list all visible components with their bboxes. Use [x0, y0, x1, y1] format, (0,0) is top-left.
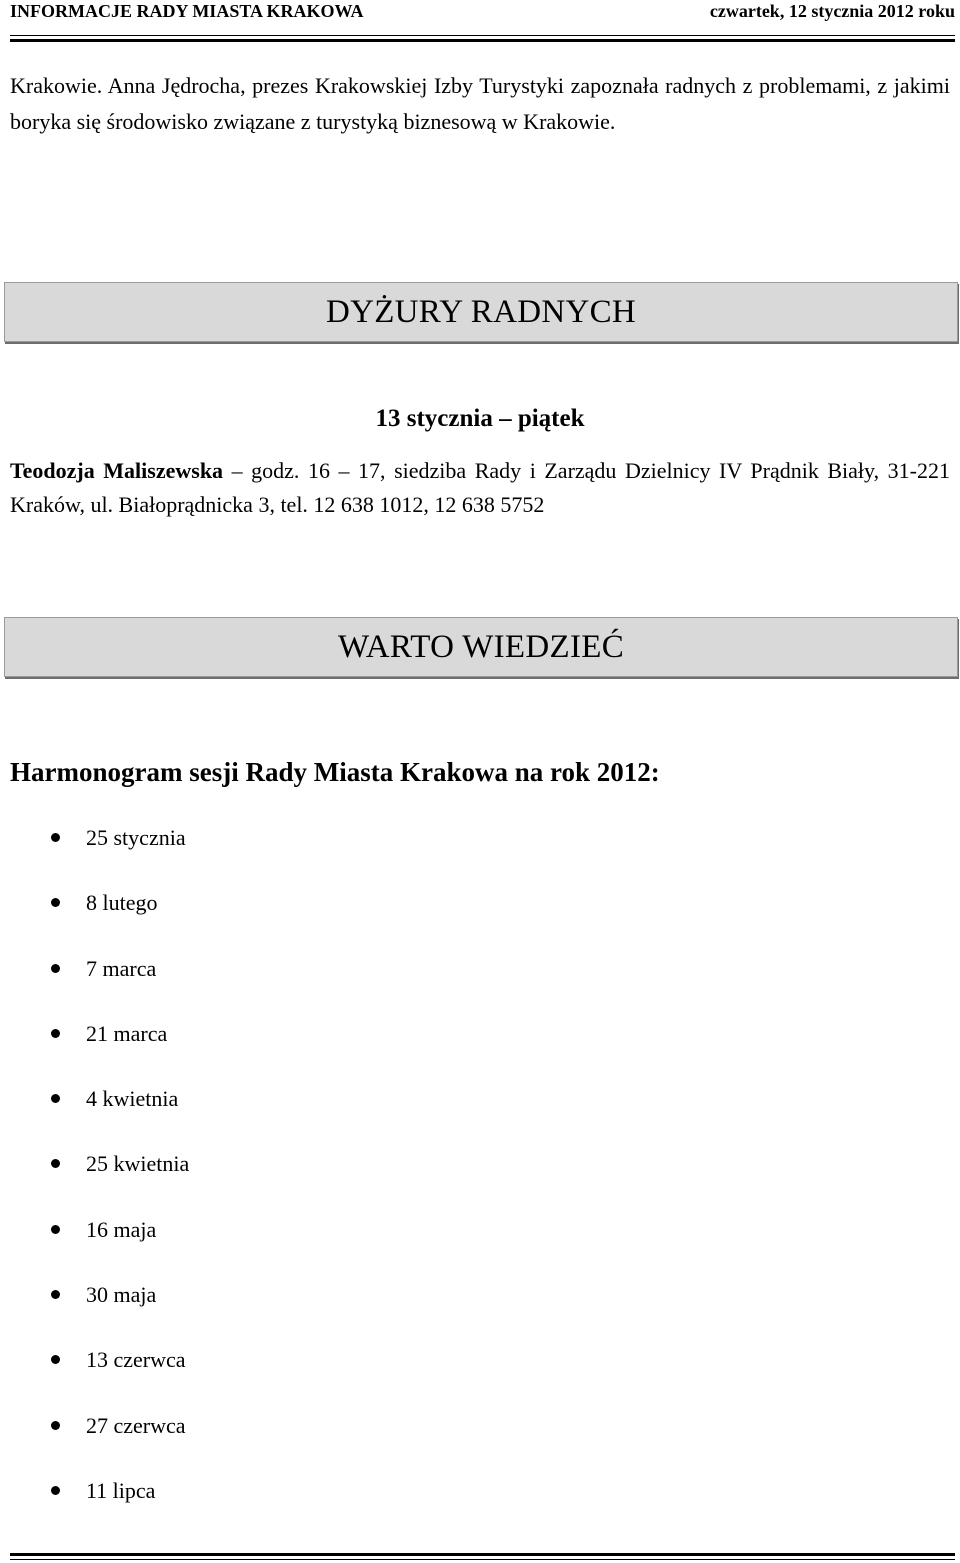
bullet-icon [51, 1355, 60, 1364]
bullet-icon [51, 898, 60, 907]
footer-divider [10, 1559, 955, 1560]
header-divider [10, 35, 955, 36]
bullet-icon [51, 1486, 60, 1495]
session-date: 8 lutego [86, 890, 158, 916]
list-item [0, 885, 600, 950]
bullet-icon [51, 964, 60, 973]
bullet-icon [51, 1290, 60, 1299]
intro-paragraph [10, 68, 950, 140]
bullet-icon [51, 1094, 60, 1103]
list-item [0, 1146, 600, 1211]
schedule-title: Harmonogram sesji Rady Miasta Krakowa na rok 2012: [10, 757, 660, 787]
list-item [0, 1408, 600, 1473]
session-date: 21 marca [86, 1020, 168, 1046]
header-title: INFORMACJE RADY MIASTA KRAKOWA [10, 1, 364, 21]
session-date-list [0, 820, 600, 1538]
duty-details: – godz. 16 – 17, siedziba Rady i Zarządu Dzielnicy IV Prądnik Biały, 31-221 Kraków, ul. Białoprądnicka 3, tel. 12 638 1012, 12 638 5752 [10, 458, 950, 517]
duty-section-heading [4, 282, 958, 342]
bullet-icon [51, 1225, 60, 1234]
session-date: 13 czerwca [86, 1347, 186, 1373]
list-item [0, 951, 600, 1016]
footer-divider-thick [10, 1553, 955, 1556]
list-item [0, 1473, 600, 1538]
councillor-name: Teodozja Maliszewska [10, 458, 224, 483]
intro-text: Krakowie. Anna Jędrocha, prezes Krakowskiej Izby Turystyki zapoznała radnych z problemami, z jakimi boryka się środowisko związane z turystyką biznesową w Krakowie. [10, 73, 950, 134]
session-date: 7 marca [86, 955, 157, 981]
session-date: 16 maja [86, 1216, 157, 1242]
bullet-icon [51, 833, 60, 842]
session-date: 4 kwietnia [86, 1086, 179, 1112]
list-item [0, 1016, 600, 1081]
bullet-icon [51, 1029, 60, 1038]
session-date: 27 czerwca [86, 1412, 186, 1438]
info-section-heading [4, 617, 958, 677]
duty-entry [10, 454, 950, 522]
session-date: 30 maja [86, 1282, 157, 1308]
session-date: 25 stycznia [86, 825, 186, 850]
page-header [10, 0, 955, 26]
list-item [0, 820, 600, 885]
list-item [0, 1081, 600, 1146]
duty-heading-text: DYŻURY RADNYCH [325, 293, 637, 330]
bullet-icon [51, 1159, 60, 1168]
session-date: 11 lipca [86, 1477, 156, 1503]
header-date: czwartek, 12 stycznia 2012 roku [709, 1, 955, 21]
list-item [0, 1342, 600, 1407]
bullet-icon [51, 1421, 60, 1430]
list-item [0, 1212, 600, 1277]
duty-date-heading: 13 stycznia – piątek [375, 405, 585, 432]
list-item [0, 1277, 600, 1342]
session-date: 25 kwietnia [86, 1151, 190, 1177]
header-divider-thick [10, 39, 955, 42]
info-heading-text: WARTO WIEDZIEĆ [337, 628, 625, 665]
